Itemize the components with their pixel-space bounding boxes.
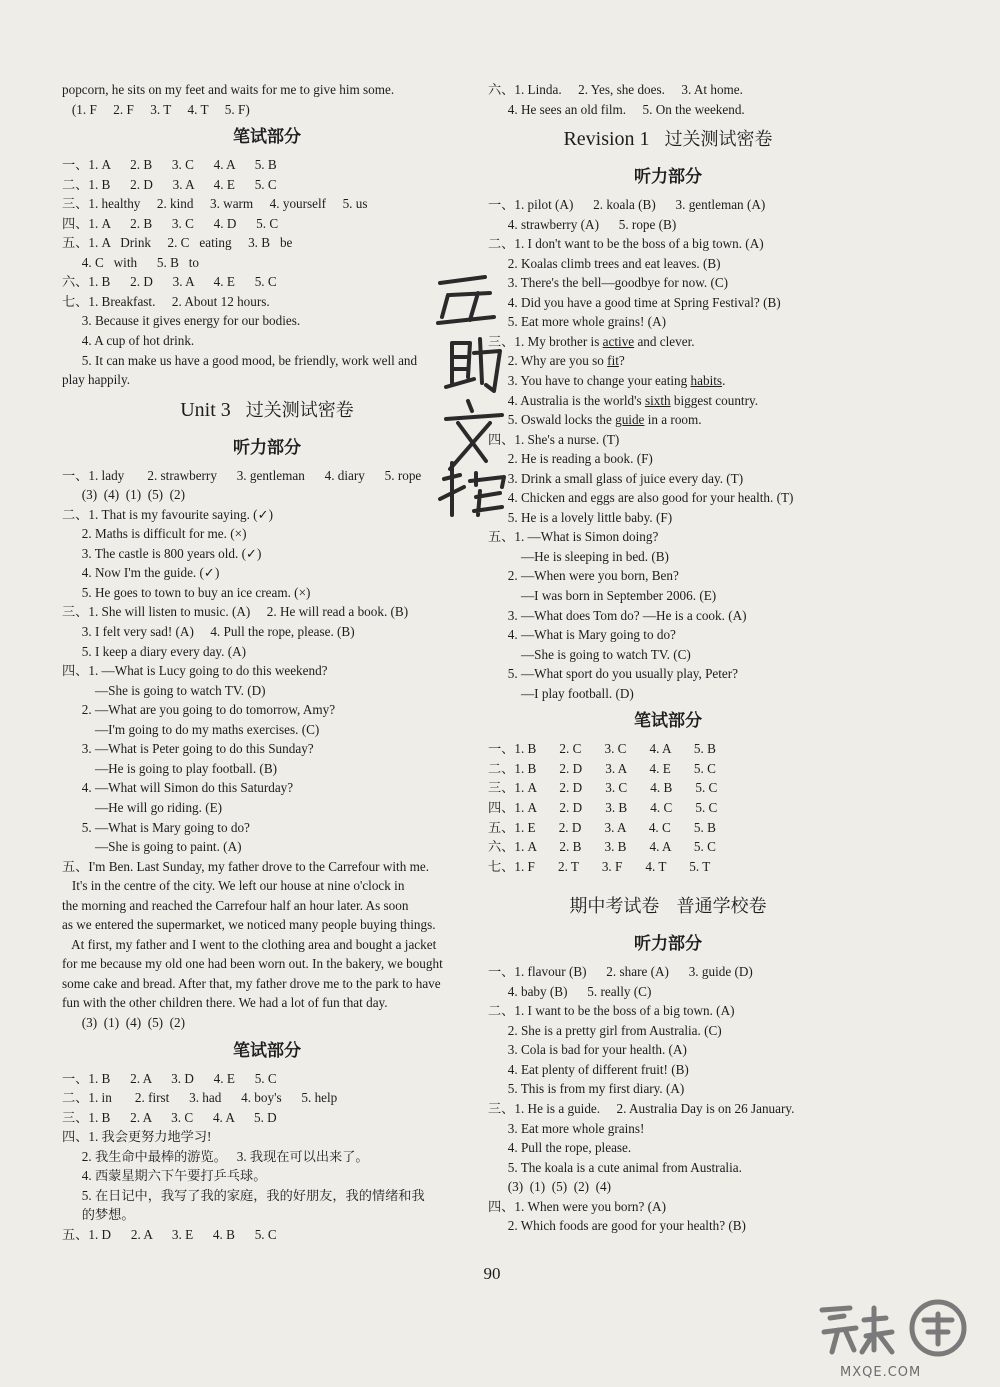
left-answer-line: At first, my father and I went to the clothing area and bought a jacket (62, 936, 437, 952)
left-section-title (62, 390, 472, 430)
left-answer-line: 六、1. B 2. D 3. A 4. E 5. C (62, 274, 277, 290)
right-section-subheading: 听力部分 (634, 167, 702, 188)
left-answer-line: 2. —What are you going to do tomorrow, Amy? (62, 702, 336, 718)
answer-text: ? (618, 353, 625, 369)
right-answer-line: 5. This is from my first diary. (A) (488, 1081, 685, 1097)
right-answer-line: 六、1. A 2. B 3. B 4. A 5. C (488, 839, 716, 855)
page-number: 90 (483, 1264, 501, 1283)
right-section-title (488, 119, 848, 159)
answer-text: 2. Why are you so (488, 353, 608, 369)
left-answer-line: 四、1. 我会更努力地学习! (62, 1129, 212, 1145)
right-answer-line: 七、1. F 2. T 3. F 4. T 5. T (488, 858, 711, 874)
right-answer-line: 2. —When were you born, Ben? (488, 568, 679, 584)
right-answer-line (488, 410, 848, 430)
right-answer-line: 4. Pull the rope, please. (488, 1140, 632, 1156)
right-answer-line: —He is sleeping in bed. (B) (488, 548, 669, 564)
answer-text: and clever. (634, 333, 695, 349)
right-answer-line: 4. baby (B) 5. really (C) (488, 983, 652, 999)
left-answer-line: 5. —What is Mary going to do? (62, 819, 250, 835)
left-answer-line: 三、1. She will listen to music. (A) 2. He will read a book. (B) (62, 604, 409, 620)
left-answer-line: 2. Maths is difficult for me. (×) (62, 526, 247, 542)
underlined-word: active (602, 333, 635, 349)
left-answer-line: 二、1. That is my favourite saying. (✓) (62, 506, 274, 522)
left-answer-line: the morning and reached the Carrefour half an hour later. As soon (62, 897, 409, 913)
left-answer-line: 四、1. A 2. B 3. C 4. D 5. C (62, 215, 279, 231)
left-answer-line: 5. 在日记中，我写了我的家庭，我的好朋友，我的情绪和我 (62, 1187, 425, 1203)
left-column (62, 80, 472, 1244)
right-answer-line (488, 351, 848, 371)
left-answer-line: 一、1. B 2. A 3. D 4. E 5. C (62, 1070, 277, 1086)
right-answer-line: 二、1. I want to be the boss of a big town. (A) (488, 1003, 735, 1019)
right-answer-line: 2. Which foods are good for your health? (B) (488, 1218, 746, 1234)
right-answer-line: 5. Eat more whole grains! (A) (488, 314, 666, 330)
left-answer-line: 5. He goes to town to buy an ice cream. (×) (62, 584, 311, 600)
right-section-subheading: 听力部分 (634, 934, 702, 955)
section-title-en: Unit 3 (180, 398, 246, 421)
left-answer-line: 5. It can make us have a good mood, be friendly, work well and (62, 352, 418, 368)
right-answer-line: 4. —What is Mary going to do? (488, 627, 676, 643)
left-answer-line: (1. F 2. F 3. T 4. T 5. F) (62, 101, 250, 117)
left-answer-line: some cake and bread. After that, my father drove me to the park to have (62, 975, 441, 991)
left-answer-line: 三、1. healthy 2. kind 3. warm 4. yourself 5. us (62, 196, 368, 212)
left-answer-line: 3. The castle is 800 years old. (✓) (62, 545, 262, 561)
right-answer-line: 3. —What does Tom do? —He is a cook. (A) (488, 607, 747, 623)
right-answer-line: 六、1. Linda. 2. Yes, she does. 3. At home. (488, 82, 743, 97)
left-answer-line: (3) (1) (4) (5) (2) (62, 1014, 186, 1030)
left-answer-line: —He is going to play football. (B) (62, 760, 278, 776)
underlined-word: sixth (644, 392, 671, 408)
right-answer-line: —She is going to watch TV. (C) (488, 646, 691, 662)
right-answer-line: 4. Did you have a good time at Spring Festival? (B) (488, 294, 781, 310)
right-answer-line: 4. Eat plenty of different fruit! (B) (488, 1061, 689, 1077)
left-answer-line: 五、I'm Ben. Last Sunday, my father drove to the Carrefour with me. (62, 858, 430, 874)
right-section-subheading: 笔试部分 (634, 711, 702, 732)
section-title-cn: 期中考试卷 普通学校卷 (569, 896, 767, 918)
left-answer-line: play happily. (62, 372, 130, 388)
left-answer-line: 4. A cup of hot drink. (62, 333, 195, 349)
left-answer-line: 4. —What will Simon do this Saturday? (62, 780, 294, 796)
section-title-cn: 过关测试密卷 (245, 399, 354, 421)
left-section-subheading: 笔试部分 (233, 1040, 301, 1061)
left-answer-line: as we entered the supermarket, we noticed many people buying things. (62, 917, 436, 933)
left-answer-line: —I'm going to do my maths exercises. (C) (62, 721, 320, 737)
left-section-subheading: 听力部分 (233, 437, 301, 458)
handwritten-annotation (430, 265, 520, 525)
right-answer-line: 一、1. B 2. C 3. C 4. A 5. B (488, 741, 716, 757)
right-answer-line: 5. The koala is a cute animal from Australia. (488, 1159, 742, 1175)
left-answer-line: 二、1. in 2. first 3. had 4. boy's 5. help (62, 1090, 338, 1106)
left-answer-line: —She is going to paint. (A) (62, 839, 242, 855)
right-answer-line: 4. He sees an old film. 5. On the weekend. (488, 101, 745, 117)
underlined-word: guide (615, 412, 645, 428)
right-answer-line: —I was born in September 2006. (E) (488, 588, 717, 604)
underlined-word: fit (607, 353, 619, 369)
left-section-subheading: 笔试部分 (233, 127, 301, 148)
left-answer-line: 一、1. A 2. B 3. C 4. A 5. B (62, 157, 277, 173)
right-answer-line: 2. Koalas climb trees and eat leaves. (B) (488, 255, 721, 271)
answer-text: 4. Australia is the world's (488, 392, 645, 408)
left-answer-line: 4. C with 5. B to (62, 254, 200, 270)
right-answer-line: 3. Eat more whole grains! (488, 1120, 645, 1136)
left-answer-line: 2. 我生命中最棒的游览。 3. 我现在可以出来了。 (62, 1148, 369, 1164)
right-answer-line: 3. Cola is bad for your health. (A) (488, 1042, 687, 1058)
right-answer-line: 3. Drink a small glass of juice every day. (T) (488, 470, 744, 486)
right-answer-line: 4. Chicken and eggs are also good for your health. (T) (488, 490, 794, 506)
answer-text: . (722, 373, 726, 389)
right-answer-line: 三、1. He is a guide. 2. Australia Day is on 26 January. (488, 1100, 795, 1116)
right-answer-line: —I play football. (D) (488, 685, 634, 701)
right-answer-line: 五、1. E 2. D 3. A 4. C 5. B (488, 819, 716, 835)
right-section-title (488, 886, 848, 926)
left-answer-line: 5. I keep a diary every day. (A) (62, 643, 247, 659)
left-answer-line: 五、1. A Drink 2. C eating 3. B be (62, 235, 293, 251)
answer-text: 5. Oswald locks the (488, 412, 616, 428)
right-answer-line: 2. She is a pretty girl from Australia. (C) (488, 1022, 722, 1038)
right-answer-line: 二、1. B 2. D 3. A 4. E 5. C (488, 760, 716, 776)
left-answer-line: 3. I felt very sad! (A) 4. Pull the rope, please. (B) (62, 624, 355, 640)
right-answer-line: 四、1. She's a nurse. (T) (488, 431, 620, 447)
answer-text: biggest country. (670, 392, 759, 408)
answer-text: in a room. (644, 412, 702, 428)
left-answer-line: 4. Now I'm the guide. (✓) (62, 565, 220, 581)
right-answer-line (488, 371, 848, 391)
right-answer-line: 3. There's the bell—goodbye for now. (C) (488, 275, 729, 291)
left-answer-line: popcorn, he sits on my feet and waits for me to give him some. (62, 82, 395, 97)
left-answer-line: 的梦想。 (62, 1207, 135, 1223)
answer-text: 3. You have to change your eating (488, 373, 691, 389)
left-answer-line: —She is going to watch TV. (D) (62, 682, 266, 698)
watermark-logo (810, 1290, 990, 1382)
left-answer-line: It's in the centre of the city. We left our house at nine o'clock in (62, 878, 405, 894)
right-answer-line (488, 332, 848, 352)
left-answer-line: —He will go riding. (E) (62, 799, 223, 815)
left-answer-line: 一、1. lady 2. strawberry 3. gentleman 4. diary 5. rope (62, 467, 422, 483)
section-title-en: Revision 1 (563, 128, 665, 151)
right-answer-line: 一、1. pilot (A) 2. koala (B) 3. gentleman (A) (488, 197, 766, 213)
left-answer-line: for me because my old one had been worn out. In the bakery, we bought (62, 956, 443, 972)
right-answer-line: 5. He is a lovely little baby. (F) (488, 509, 673, 525)
right-answer-line: 四、1. A 2. D 3. B 4. C 5. C (488, 799, 718, 815)
right-answer-line: 一、1. flavour (B) 2. share (A) 3. guide (D) (488, 964, 753, 980)
answer-text: 三、1. My brother is (488, 333, 603, 349)
left-answer-line: 3. Because it gives energy for our bodies. (62, 313, 301, 329)
left-answer-line: fun with the other children there. We had a lot of fun that day. (62, 995, 388, 1011)
right-answer-line: 4. strawberry (A) 5. rope (B) (488, 216, 677, 232)
right-column (488, 80, 848, 1236)
left-answer-line: 三、1. B 2. A 3. C 4. A 5. D (62, 1109, 277, 1125)
left-answer-line: 4. 西蒙星期六下午要打乒乓球。 (62, 1168, 267, 1184)
spacer (488, 876, 848, 886)
left-answer-line: 四、1. —What is Lucy going to do this weekend? (62, 663, 328, 679)
right-answer-line: 2. He is reading a book. (F) (488, 451, 653, 467)
right-answer-line: 5. —What sport do you usually play, Peter? (488, 666, 739, 682)
right-answer-line (488, 391, 848, 411)
right-answer-line: (3) (1) (5) (2) (4) (488, 1179, 612, 1195)
left-answer-line: (3) (4) (1) (5) (2) (62, 487, 186, 503)
left-answer-line: 七、1. Breakfast. 2. About 12 hours. (62, 293, 270, 309)
left-answer-line: 二、1. B 2. D 3. A 4. E 5. C (62, 176, 277, 192)
left-answer-line: 五、1. D 2. A 3. E 4. B 5. C (62, 1226, 277, 1242)
right-answer-line: 二、1. I don't want to be the boss of a big town. (A) (488, 236, 764, 252)
right-answer-line: 三、1. A 2. D 3. C 4. B 5. C (488, 780, 718, 796)
left-answer-line: 3. —What is Peter going to do this Sunday? (62, 741, 314, 757)
underlined-word: habits (690, 373, 723, 389)
section-title-cn: 过关测试密卷 (664, 129, 773, 151)
watermark-url: MXQE.COM (840, 1365, 922, 1380)
right-answer-line: 五、1. —What is Simon doing? (488, 529, 659, 545)
right-answer-line: 四、1. When were you born? (A) (488, 1198, 666, 1214)
